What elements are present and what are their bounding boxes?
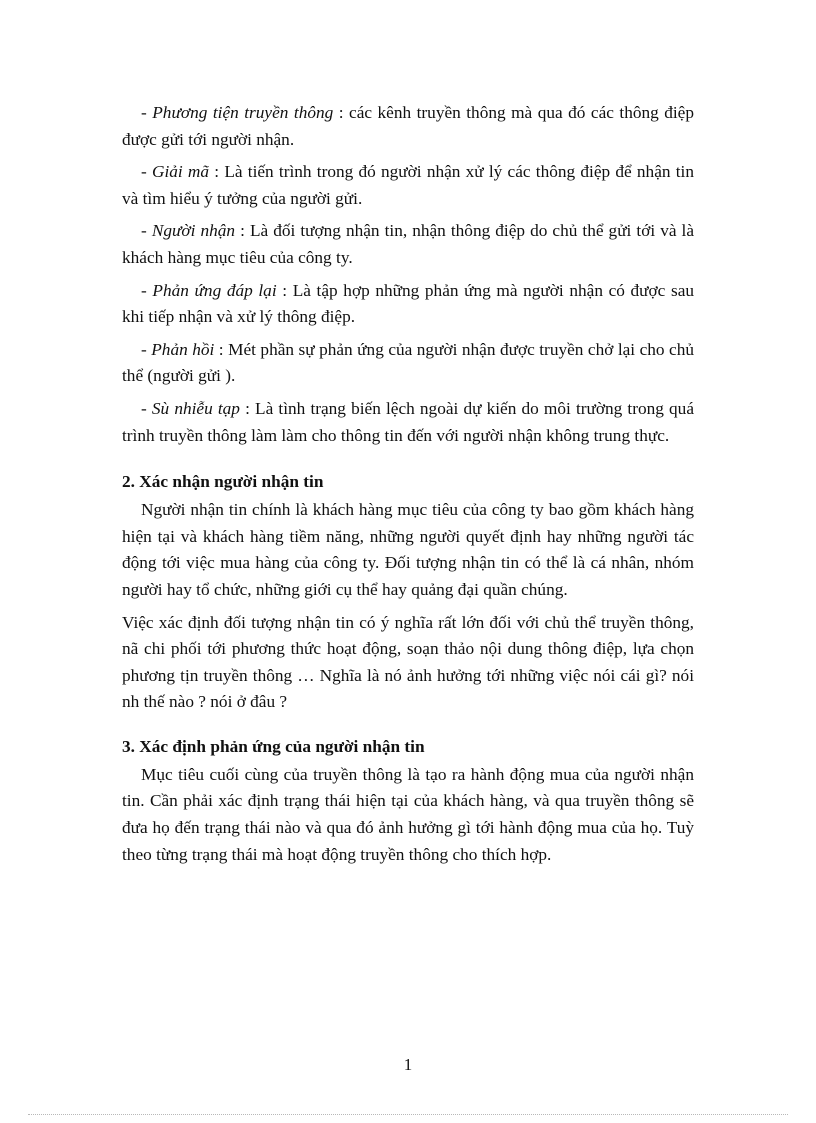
- definition-text: Là tiến trình trong đó người nhận xử lý các thông điệp để nhận tin và tìm hiểu ý tưởng của người gửi.: [122, 162, 694, 208]
- definition-item: [122, 159, 694, 212]
- definition-list: [122, 100, 694, 449]
- definition-text: Mét phần sự phản ứng của người nhận được truyền chở lại cho chủ thể (người gửi ).: [122, 339, 694, 386]
- dash: -: [141, 103, 153, 122]
- section-3: [122, 734, 694, 868]
- definition-term: Sù nhiễu tạp: [151, 398, 240, 418]
- definition-term: Phản hồi: [151, 339, 215, 359]
- section-paragraph: Mục tiêu cuối cùng của truyền thông là tạo ra hành động mua của người nhận tin. Cần phải xác định trạng thái hiện tại của khách hàng, và qua truyền thông sẽ đưa họ đến trạng thái nào và qua đó ảnh hưởng gì tới hành động mua của họ. Tuỳ theo từng trạng thái mà hoạt động truyền thông cho thích hợp.: [122, 764, 694, 864]
- dash: -: [141, 162, 152, 182]
- separator: :: [276, 280, 293, 300]
- definition-term: Giải mã: [151, 162, 210, 182]
- definition-item: [122, 100, 694, 153]
- separator: :: [235, 221, 250, 241]
- section-heading: 2. Xác nhận người nhận tin: [122, 472, 324, 492]
- section-paragraph: Việc xác định đối tượng nhận tin có ý nghĩa rất lớn đối với chủ thể truyền thông, nã chi phối tới phương thức hoạt động, soạn thảo nội dung thông điệp, lựa chọn phương tịn truyền thông … Nghĩa là nó ảnh hưởng tới những việc nói cái gì? nói nh thế nào ? nói ở đâu ?: [122, 612, 694, 712]
- definition-text: Là tình trạng biến lệch ngoài dự kiến do môi trường trong quá trình truyền thông làm làm cho thông tin đến với người nhận không trung thực.: [122, 398, 694, 445]
- dash: -: [141, 221, 152, 241]
- definition-text: Là đối tượng nhận tin, nhận thông điệp do chủ thể gửi tới và là khách hàng mục tiêu của công ty.: [122, 221, 695, 267]
- definition-item: [122, 218, 694, 271]
- definition-item: [122, 278, 694, 331]
- section-heading: 3. Xác định phản ứng của người nhận tin: [122, 736, 425, 756]
- footer-divider: [28, 1114, 788, 1115]
- separator: :: [209, 162, 225, 182]
- definition-term: Phản ứng đáp lại: [152, 280, 277, 300]
- definition-text: các kênh truyền thông mà qua đó các thông điệp được gửi tới người nhận.: [122, 103, 694, 149]
- definition-item: [122, 337, 694, 390]
- dash: -: [141, 398, 152, 418]
- dash: -: [141, 339, 152, 359]
- separator: :: [333, 103, 350, 122]
- definition-item: [122, 396, 694, 449]
- page-number: 1: [403, 1055, 413, 1074]
- definition-term: Người nhận: [151, 221, 236, 241]
- separator: :: [239, 398, 256, 418]
- document-page: [122, 100, 694, 874]
- section-paragraph: Người nhận tin chính là khách hàng mục tiêu của công ty bao gồm khách hàng hiện tại và khách hàng tiềm năng, những người quyết định hay những người tác động tới việc mua hàng của công ty. Đối tượng nhận tin có thể là cá nhân, nhóm người hay tổ chức, những giới cụ thể hay quảng đại quần chúng.: [122, 500, 694, 599]
- definition-text: Là tập hợp những phản ứng mà người nhận có được sau khi tiếp nhận và xử lý thông điệp.: [122, 280, 695, 327]
- section-2: [122, 469, 694, 716]
- dash: -: [141, 280, 153, 300]
- definition-term: Phương tiện truyền thông: [152, 103, 334, 122]
- separator: :: [214, 339, 229, 359]
